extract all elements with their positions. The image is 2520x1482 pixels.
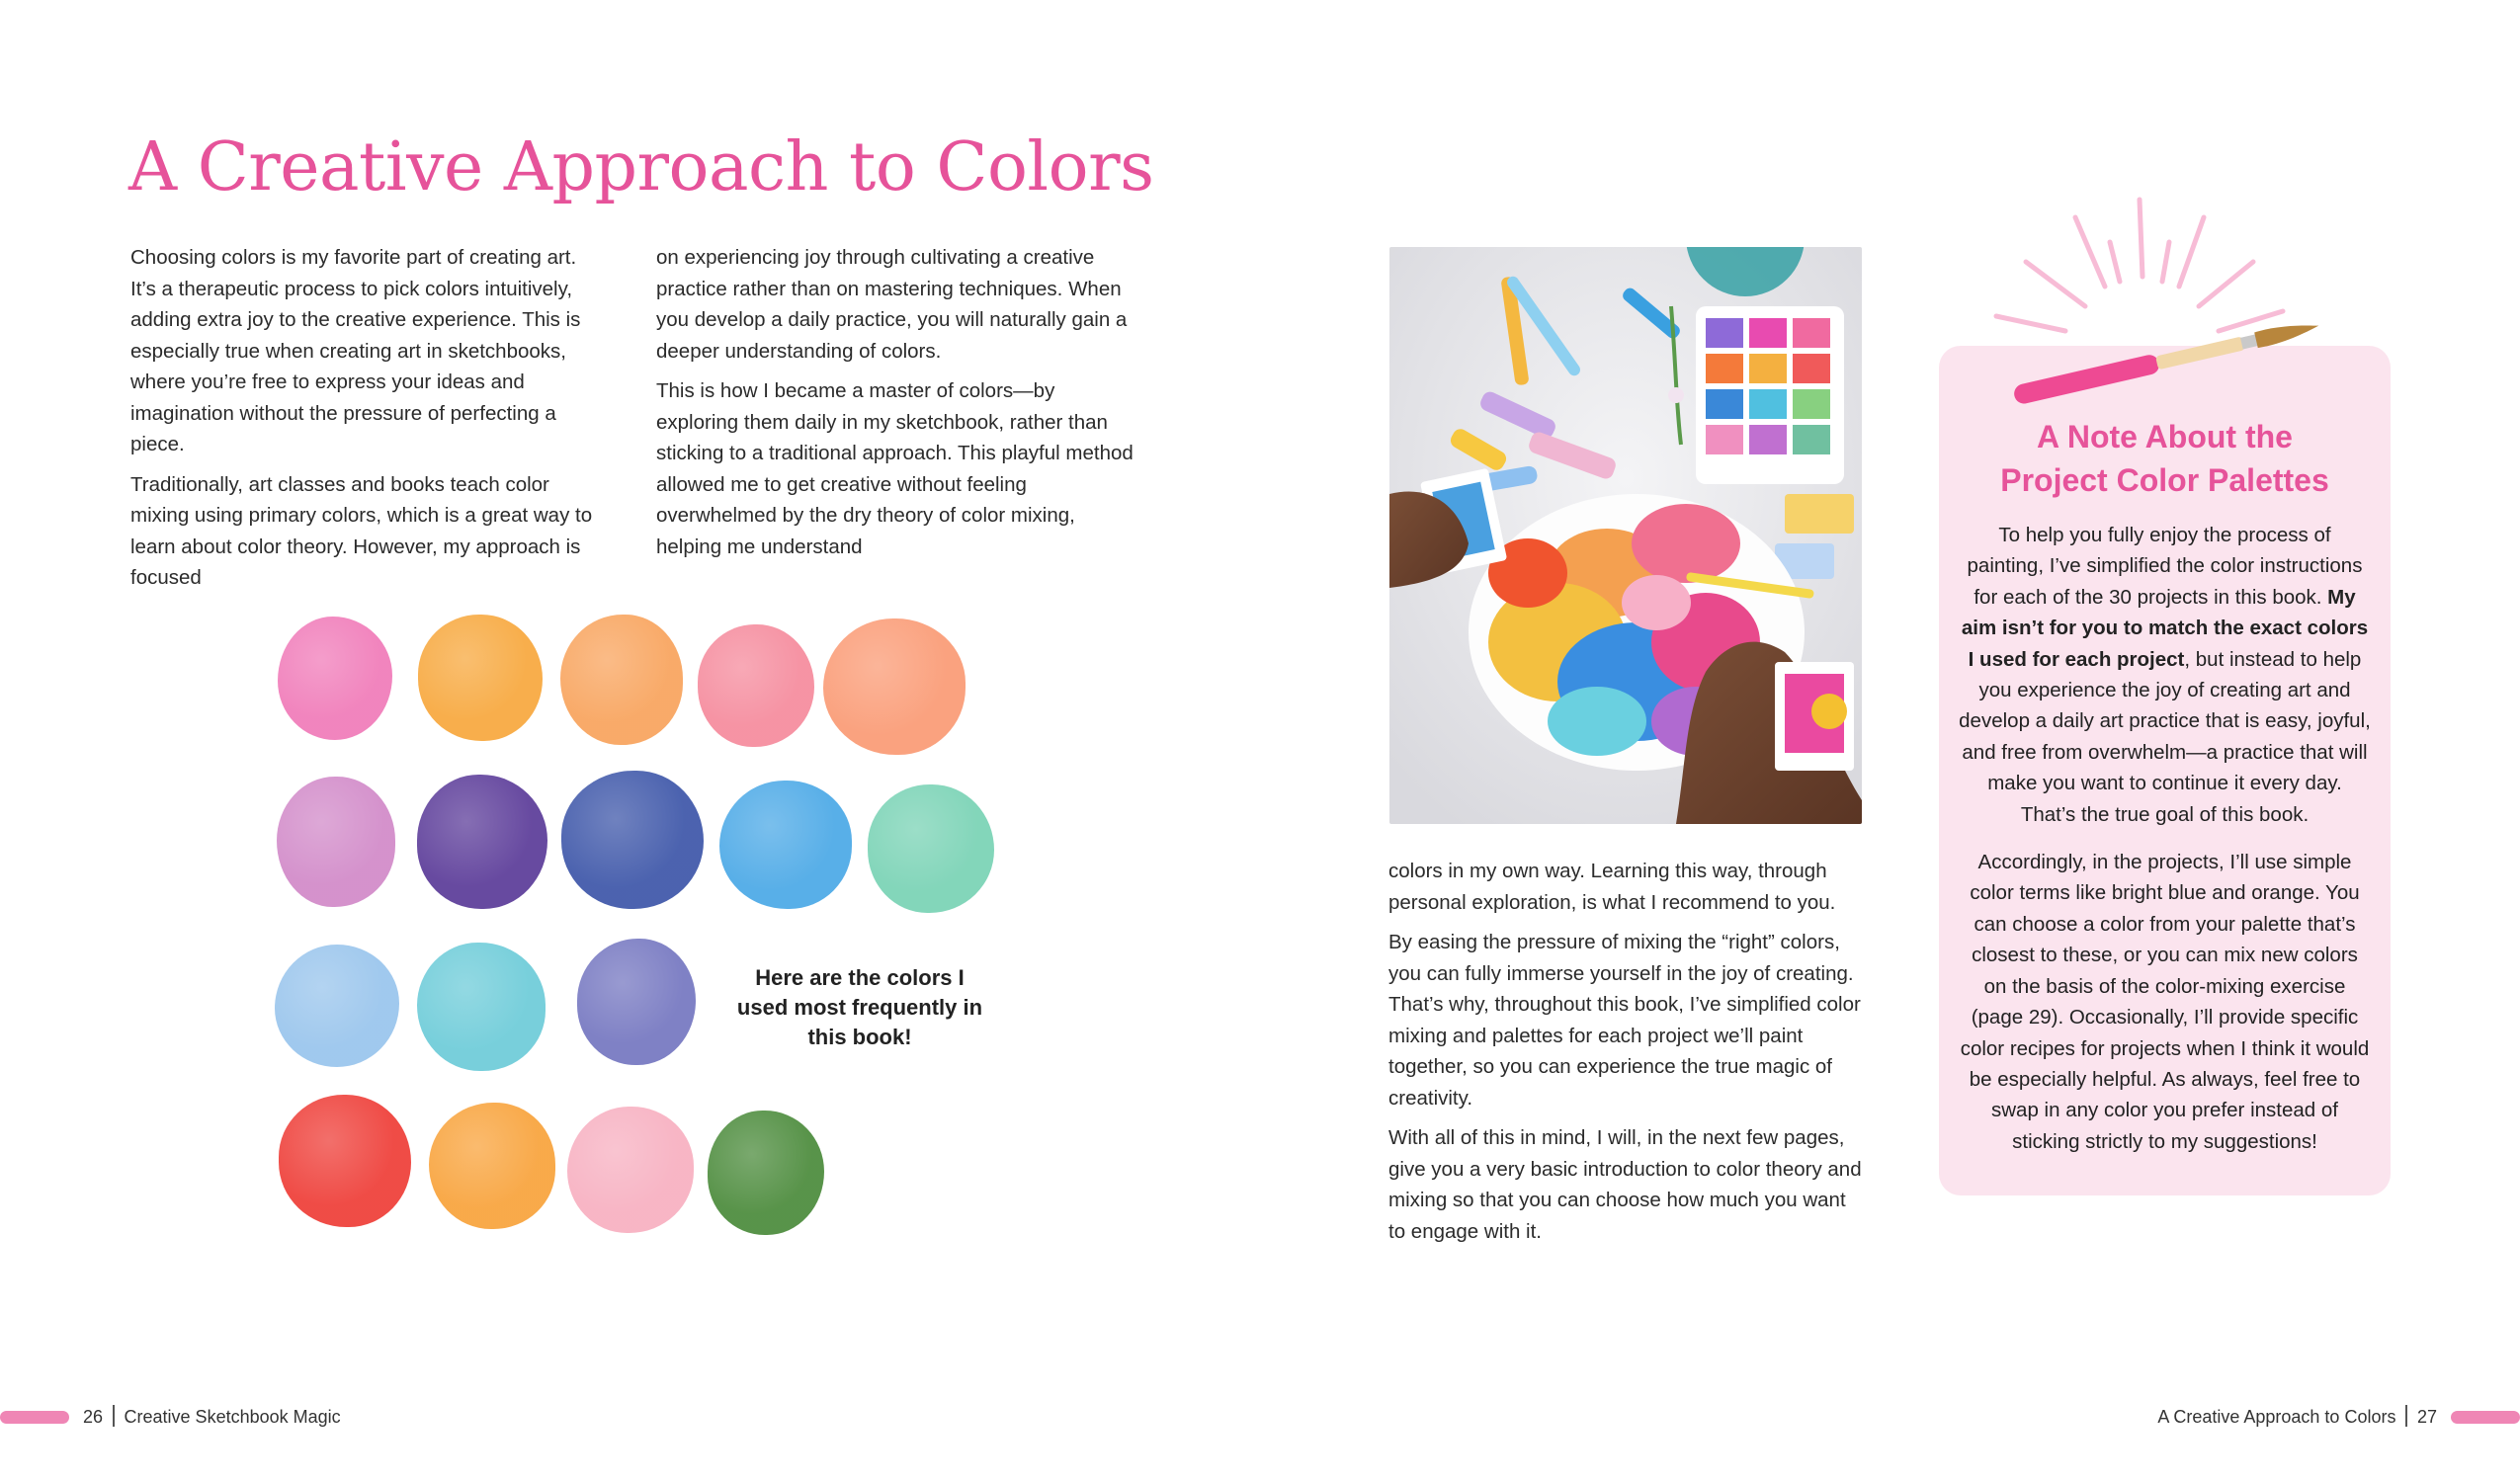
- color-swatch: [567, 1107, 694, 1233]
- color-swatch: [418, 615, 543, 741]
- footer-left: [83, 1403, 341, 1431]
- paragraph: This is how I became a master of colors—by exploring them daily in my sketchbook, rather than sticking to a traditional approach. This playful method allowed me to get creative without feeling overwhelmed by the dry theory of color mixing, helping me understand: [656, 379, 1134, 558]
- sidebar-title-line-2: Project Color Palettes: [2000, 462, 2329, 498]
- sidebar-paragraph: [1959, 520, 2371, 830]
- footer-bar-left: [0, 1411, 69, 1424]
- sidebar-text: [1959, 520, 2371, 1174]
- page-number: 27: [2416, 1407, 2437, 1427]
- color-swatch: [823, 618, 966, 755]
- color-swatch: [560, 615, 683, 745]
- sidebar-paragraph: Accordingly, in the projects, I’ll use simple color terms like bright blue and orange. You can choose a color from your palette that’s closest to these, or you can mix new colors on the basis of the color-mixing exercise (page 29). Occasionally, I’ll provide specific color recipes for projects when I think it would be especially helpful. As always, feel free to swap in any color you prefer instead of sticking strictly to my suggestions!: [1960, 851, 2370, 1153]
- color-swatch: [719, 781, 852, 909]
- color-swatch: [577, 939, 696, 1065]
- swatch-caption: Here are the colors I used most frequently in this book!: [736, 965, 983, 1049]
- paragraph: on experiencing joy through cultivating a creative practice rather than on mastering techniques. When you develop a daily practice, you will naturally gain a deeper understanding of colors.: [656, 246, 1128, 363]
- sidebar-bold-text: My aim isn’t for you to match the exact colors I used for each project: [1961, 585, 2369, 671]
- color-swatch: [279, 1095, 411, 1227]
- paragraph: Traditionally, art classes and books teach color mixing using primary colors, which is a great way to learn about color theory. However, my approach is focused: [130, 472, 593, 589]
- paragraph: With all of this in mind, I will, in the next few pages, give you a very basic introduction to color theory and mixing so that you can choose how much you want to engage with it.: [1388, 1126, 1862, 1243]
- color-swatch: [429, 1103, 555, 1229]
- sidebar-title-line-1: A Note About the: [2037, 419, 2293, 454]
- color-swatch: [277, 777, 395, 907]
- book-title: Creative Sketchbook Magic: [124, 1407, 341, 1427]
- paintbrush-icon: [1967, 188, 2342, 415]
- footer-divider: [2405, 1405, 2407, 1427]
- paragraph: colors in my own way. Learning this way, through personal exploration, is what I recommend to you.: [1388, 860, 1836, 914]
- footer-right: [2157, 1403, 2437, 1431]
- color-swatch: [278, 617, 392, 740]
- color-swatch: [275, 945, 399, 1067]
- page-number: 26: [83, 1407, 104, 1427]
- paragraph: Choosing colors is my favorite part of creating art. It’s a therapeutic process to pick colors intuitively, adding extra joy to the creative experience. This is especially true when creating art in sketchbooks, where you’re free to express your ideas and imagination without the pressure of perfecting a piece.: [130, 246, 581, 455]
- footer-divider: [113, 1405, 115, 1427]
- sidebar-text-span: To help you fully enjoy the process of painting, I’ve simplified the color instructions for each of the 30 projects in this book.: [1967, 524, 2363, 609]
- color-swatches: [0, 0, 1038, 1284]
- chapter-title: A Creative Approach to Colors: [2157, 1407, 2396, 1427]
- color-swatch: [698, 624, 814, 747]
- color-swatch: [868, 784, 994, 913]
- sidebar-text-span: , but instead to help you experience the joy of creating art and develop a daily art practice that is easy, joyful, and free from overwhelm—a practice that will make you want to continue it every day. That’s the true goal of this book.: [1959, 647, 2371, 826]
- color-swatch: [561, 771, 704, 909]
- painting-photo-illustration: [1389, 247, 1862, 824]
- sidebar-title: [1939, 415, 2391, 502]
- color-swatch: [708, 1111, 824, 1235]
- text-column-3: [1388, 856, 1868, 1256]
- footer-bar-right: [2451, 1411, 2520, 1424]
- page-title: A Creative Approach to Colors: [128, 128, 1154, 206]
- painting-photo: [1389, 247, 1862, 824]
- color-swatch: [417, 775, 547, 909]
- paragraph: By easing the pressure of mixing the “right” colors, you can fully immerse yourself in the joy of creating. That’s why, throughout this book, I’ve simplified color mixing and palettes for each project we’ll paint together, so you can experience the true magic of creativity.: [1388, 931, 1861, 1110]
- color-swatch: [417, 943, 546, 1071]
